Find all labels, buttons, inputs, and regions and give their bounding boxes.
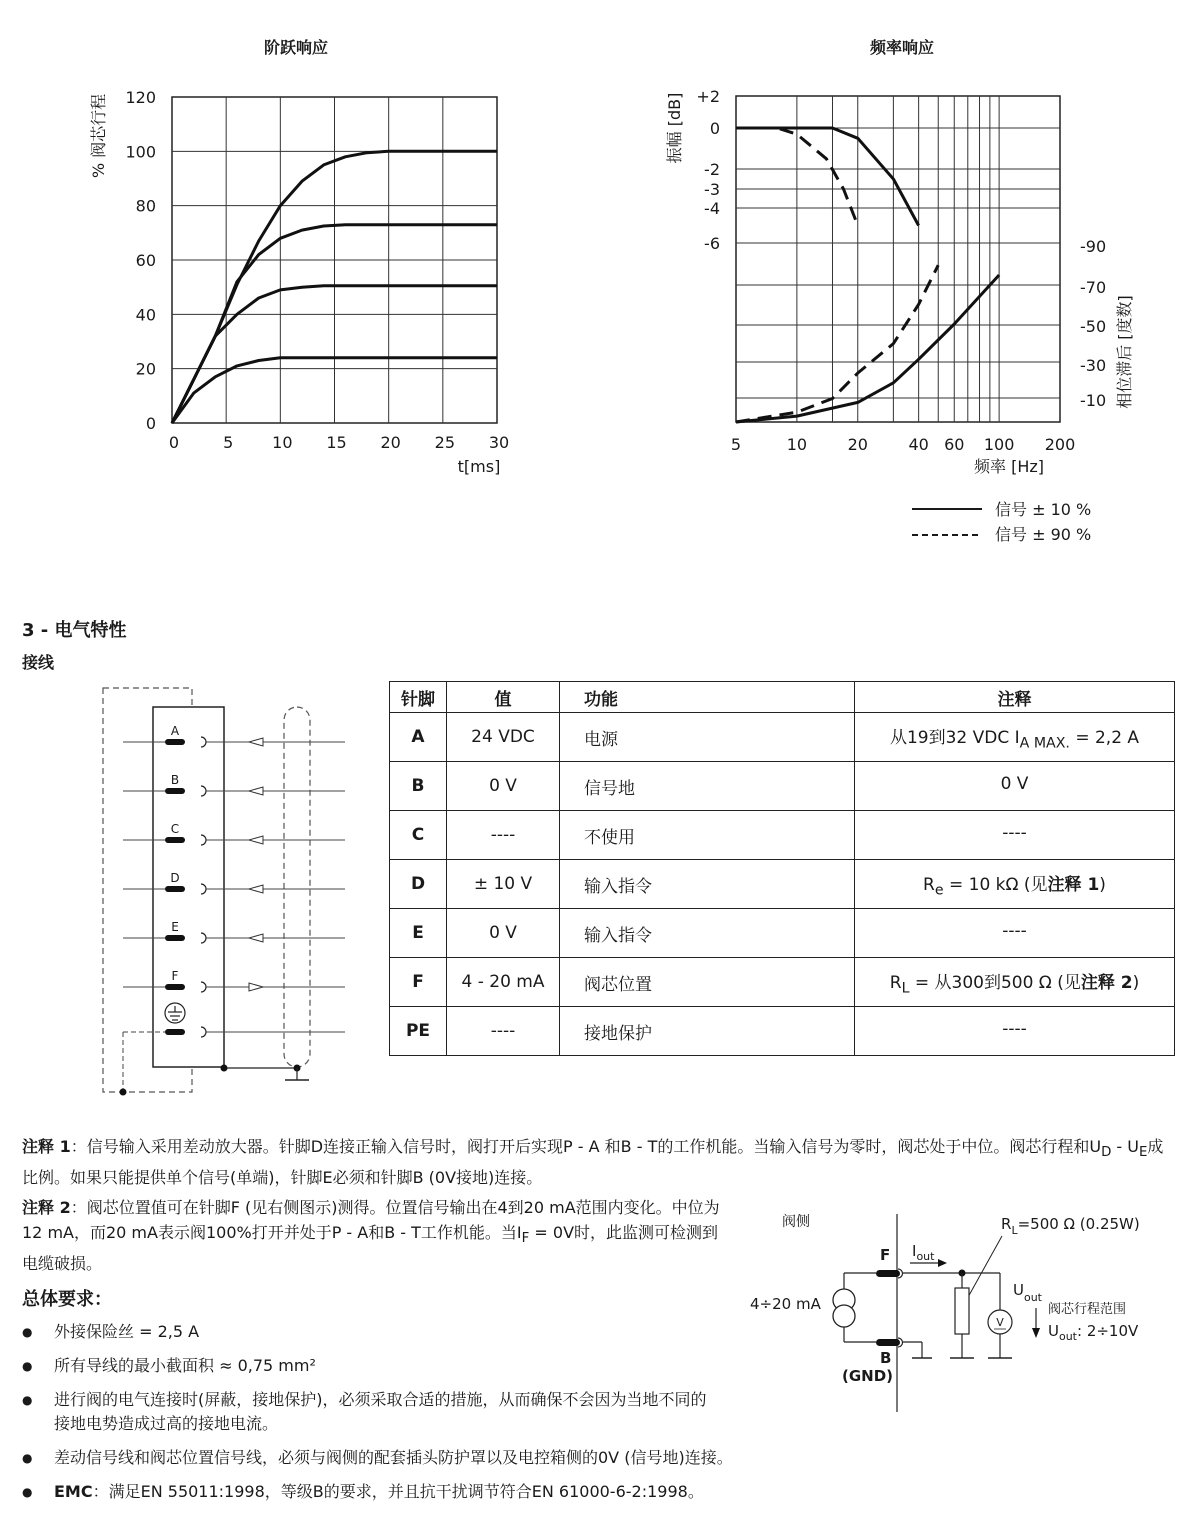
y-tick-label: 20 <box>135 359 156 379</box>
cell-note: ---- <box>855 1007 1175 1056</box>
cell-pin: E <box>390 909 447 958</box>
voltmeter-label: V <box>996 1316 1004 1329</box>
step-x-ticks <box>169 433 509 452</box>
cell-value: 24 VDC <box>447 713 560 762</box>
note-2 <box>22 1195 730 1276</box>
y-tick-label: -3 <box>704 180 720 199</box>
y-tick-label: 40 <box>135 305 156 325</box>
cell-function: 电源 <box>560 713 855 762</box>
note-2-sub-f: F <box>521 1231 530 1247</box>
cell-pin: F <box>390 958 447 1007</box>
x-tick-label: 30 <box>488 433 510 452</box>
requirements-list <box>22 1320 733 1514</box>
y-tick-label: -2 <box>704 160 720 179</box>
note-1-label: 注释 1 <box>22 1137 71 1156</box>
cable-shield <box>284 707 310 1067</box>
x-tick-label: 20 <box>847 435 868 454</box>
requirement-item: ● 进行阀的电气连接时(屏蔽，接地保护)，必须采取合适的措施，从而确保不会因为当地不同的接地电势造成过高的接地电流。 <box>22 1388 712 1436</box>
step-y-axis-label: % 阀芯行程 <box>89 93 108 179</box>
freq-grid <box>736 96 1060 422</box>
y2-tick-label: -90 <box>1080 237 1107 256</box>
step-response-chart <box>0 0 600 560</box>
cell-pin: B <box>390 762 447 811</box>
cell-function: 阀芯位置 <box>560 958 855 1007</box>
circuit-iout-label: $I_{out}$ <box>912 1242 935 1263</box>
header-value: 值 <box>447 682 560 713</box>
circuit-source-label: 4÷20 mA <box>750 1295 821 1313</box>
cell-value: ---- <box>447 811 560 860</box>
note-2-text-a: ：阀芯位置值可在针脚F (见右侧图示)测得。位置信号输出在4到20 mA范围内变化。中位为12 mA，而20 mA表示阀100%打开并处于P - A和B - T工作机能。当I <box>22 1198 720 1242</box>
wiring-pin-label: B <box>170 773 180 787</box>
note-1 <box>22 1134 1177 1190</box>
y-tick-label: 100 <box>125 142 156 162</box>
x-tick-label: 5 <box>730 435 742 454</box>
step-chart-title: 阶跃响应 <box>263 38 329 57</box>
note-1-text-b: - U <box>1111 1137 1139 1156</box>
cell-function: 不使用 <box>560 811 855 860</box>
cell-value: 4 - 20 mA <box>447 958 560 1007</box>
y2-tick-label: -30 <box>1080 356 1107 375</box>
y-tick-label: +2 <box>696 87 720 106</box>
table-row <box>390 811 1175 860</box>
requirement-item: ● 所有导线的最小截面积 ≈ 0,75 mm² <box>22 1354 712 1378</box>
wiring-pin-label: C <box>170 822 180 836</box>
y-tick-label: -6 <box>704 234 720 253</box>
cell-value: 0 V <box>447 909 560 958</box>
cell-note: ---- <box>855 909 1175 958</box>
cell-note: $R_e = 10$ kΩ (见注释 1) <box>855 860 1175 909</box>
y-tick-label: 60 <box>135 251 156 270</box>
requirements-title: 总体要求： <box>22 1289 112 1310</box>
cell-note: 0 V <box>855 762 1175 811</box>
wiring-pin-label: E <box>171 920 179 934</box>
x-tick-label: 10 <box>786 435 808 454</box>
table-row <box>390 713 1175 762</box>
pin-table <box>389 681 1175 1056</box>
x-tick-label: 200 <box>1044 435 1076 454</box>
x-tick-label: 40 <box>908 435 929 454</box>
cell-pin: C <box>390 811 447 860</box>
y-tick-label: 80 <box>135 196 156 216</box>
note-1-sub-d: D <box>1101 1145 1112 1161</box>
step-x-axis-label: t[ms] <box>457 457 501 476</box>
table-row <box>390 860 1175 909</box>
legend-dashed-label: 信号 ± 90 % <box>995 525 1092 544</box>
step-y-ticks <box>125 88 156 433</box>
circuit-rl-label: $R_L=500$ Ω (0.25W) <box>1001 1215 1140 1237</box>
header-note: 注释 <box>855 682 1175 713</box>
header-function: 功能 <box>560 682 855 713</box>
cell-function: 信号地 <box>560 762 855 811</box>
y2-tick-label: -70 <box>1080 278 1107 297</box>
connector-body <box>153 707 224 1067</box>
legend-solid-label: 信号 ± 10 % <box>995 500 1092 519</box>
table-row <box>390 909 1175 958</box>
x-tick-label: 60 <box>944 435 965 454</box>
cell-note: 从19到32 VDC $I_{A MAX.} = 2,2$ A <box>855 713 1175 762</box>
note-1-text-c: 成比例。如果只能提供单个信号(单端)，针脚E必须和针脚B (0V接地)连接。 <box>22 1137 1164 1188</box>
y2-tick-label: -50 <box>1080 317 1107 336</box>
table-row <box>390 1007 1175 1056</box>
frequency-response-chart <box>600 0 1200 560</box>
freq-y-ticks <box>696 87 720 253</box>
cell-pin: PE <box>390 1007 447 1056</box>
freq-y2-ticks <box>1080 237 1106 410</box>
circuit-uout-label: $U_{out}$ <box>1013 1281 1042 1304</box>
note-1-sub-e: E <box>1139 1145 1148 1161</box>
freq-y-axis-label: 振幅 [dB] <box>665 92 684 164</box>
x-tick-label: 15 <box>326 433 347 452</box>
circuit-f-label: F <box>880 1246 891 1264</box>
freq-legend <box>912 500 1091 544</box>
freq-chart-title: 频率响应 <box>869 38 935 57</box>
circuit-gnd-label: (GND) <box>842 1367 894 1385</box>
cell-function: 输入指令 <box>560 909 855 958</box>
wiring-pin-label: A <box>170 724 180 738</box>
wiring-pin-label: F <box>171 969 179 983</box>
freq-y2-axis-label: 相位滞后 [度数] <box>1115 295 1134 409</box>
wiring-label: 接线 <box>22 653 55 672</box>
requirement-item: ● 外接保险丝 = 2,5 A <box>22 1320 712 1344</box>
circuit-range-value: $U_{out}$: 2÷10V <box>1048 1322 1139 1343</box>
freq-series <box>736 128 999 422</box>
x-tick-label: 5 <box>223 433 234 452</box>
cell-value: ---- <box>447 1007 560 1056</box>
freq-series-line <box>736 275 999 422</box>
resistor-rl <box>955 1288 969 1334</box>
freq-x-ticks <box>731 435 1075 454</box>
x-tick-label: 100 <box>983 435 1015 454</box>
note-2-text-b: = 0V时，此监测可检测到电缆破损。 <box>22 1223 719 1274</box>
circuit-range-label: 阀芯行程范围 <box>1048 1302 1127 1317</box>
requirement-item: ● 差动信号线和阀芯位置信号线，必须与阀侧的配套插头防护罩以及电控箱侧的0V (信号地)连接。 <box>22 1446 914 1470</box>
cell-function: 接地保护 <box>560 1007 855 1056</box>
freq-x-axis-label: 频率 [Hz] <box>973 457 1045 476</box>
circuit-b-label: B <box>880 1349 892 1367</box>
cell-pin: A <box>390 713 447 762</box>
position-monitor-circuit <box>740 1200 1200 1415</box>
freq-series-line <box>736 128 919 226</box>
requirement-item: ● EMC：满足EN 55011:1998，等级B的要求，并且抗干扰调节符合EN 61000-6-2:1998。 <box>22 1480 914 1504</box>
wiring-diagram <box>95 680 380 1100</box>
cell-function: 输入指令 <box>560 860 855 909</box>
x-tick-label: 0 <box>168 433 180 452</box>
cell-value: 0 V <box>447 762 560 811</box>
y-tick-label: 0 <box>709 119 720 138</box>
table-header-row <box>390 682 1175 713</box>
x-tick-label: 25 <box>434 433 456 452</box>
x-tick-label: 20 <box>380 433 401 452</box>
y-tick-label: 0 <box>145 414 156 433</box>
y-tick-label: 120 <box>125 88 156 107</box>
wiring-pin-label: D <box>170 871 180 885</box>
x-tick-label: 10 <box>272 433 293 452</box>
table-row <box>390 762 1175 811</box>
circuit-valve-side: 阀侧 <box>782 1214 810 1230</box>
cell-note: $R_L$ = 从300到500 Ω (见注释 2) <box>855 958 1175 1007</box>
cell-pin: D <box>390 860 447 909</box>
note-1-text-a: ：信号输入采用差动放大器。针脚D连接正输入信号时，阀打开后实现P - A 和B - T的工作机能。当输入信号为零时，阀芯处于中位。阀芯行程和U <box>70 1137 1102 1156</box>
cell-note: ---- <box>855 811 1175 860</box>
header-pin: 针脚 <box>390 682 447 713</box>
table-row <box>390 958 1175 1007</box>
y-tick-label: -4 <box>704 199 720 218</box>
section-title: 3 - 电气特性 <box>22 620 127 641</box>
y2-tick-label: -10 <box>1080 391 1107 410</box>
cell-value: ± 10 V <box>447 860 560 909</box>
note-2-label: 注释 2 <box>22 1198 71 1217</box>
